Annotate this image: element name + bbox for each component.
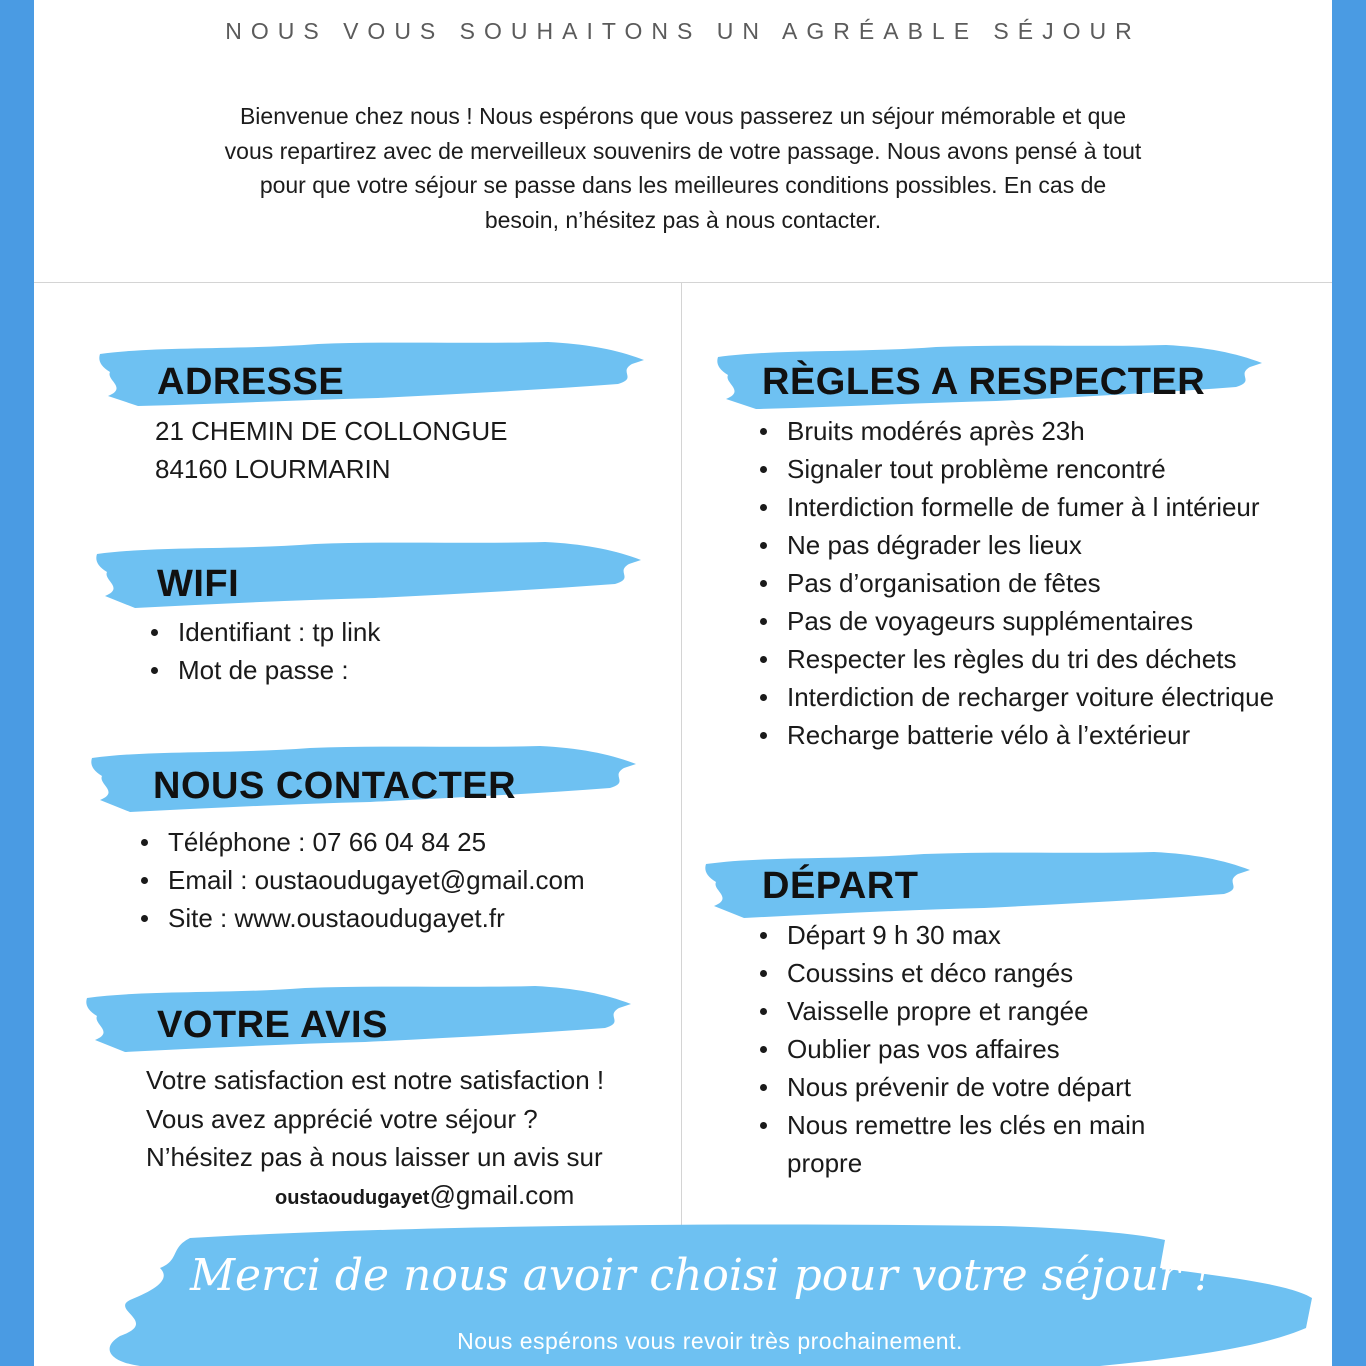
address-line-2: 84160 LOURMARIN bbox=[155, 454, 391, 484]
list-item: Nous prévenir de votre départ bbox=[757, 1068, 1145, 1106]
wifi-list bbox=[148, 613, 380, 689]
right-blue-border bbox=[1332, 0, 1366, 1366]
horizontal-divider bbox=[34, 282, 1332, 283]
address-heading: ADRESSE bbox=[157, 361, 345, 403]
list-item: Respecter les règles du tri des déchets bbox=[757, 640, 1274, 678]
review-line-2: Vous avez apprécié votre séjour ? bbox=[146, 1104, 538, 1134]
departure-list bbox=[757, 916, 1145, 1182]
list-item: Téléphone : 07 66 04 84 25 bbox=[138, 823, 585, 861]
review-line-3: N’hésitez pas à nous laisser un avis sur bbox=[146, 1142, 603, 1172]
list-item: Nous remettre les clés en main bbox=[757, 1106, 1145, 1144]
review-email-user: oustaoudugayet bbox=[275, 1187, 430, 1209]
list-item: Email : oustaoudugayet@gmail.com bbox=[138, 861, 585, 899]
tagline: NOUS VOUS SOUHAITONS UN AGRÉABLE SÉJOUR bbox=[225, 18, 1141, 44]
review-email-domain: @gmail.com bbox=[429, 1180, 575, 1210]
list-item: Recharge batterie vélo à l’extérieur bbox=[757, 716, 1274, 754]
list-item-continuation: propre bbox=[787, 1148, 863, 1178]
address-line-1: 21 CHEMIN DE COLLONGUE bbox=[155, 416, 508, 446]
rules-list bbox=[757, 412, 1274, 754]
thanks-subline: Nous espérons vous revoir très prochainement. bbox=[457, 1328, 963, 1354]
rules-heading: RÈGLES A RESPECTER bbox=[762, 361, 1206, 403]
list-item: Signaler tout problème rencontré bbox=[757, 450, 1274, 488]
list-item: Coussins et déco rangés bbox=[757, 954, 1145, 992]
list-item: Bruits modérés après 23h bbox=[757, 412, 1274, 450]
welcome-line: Bienvenue chez nous ! Nous espérons que vous passerez un séjour mémorable et que bbox=[239, 103, 1127, 129]
list-item: Départ 9 h 30 max bbox=[757, 916, 1145, 954]
welcome-line: besoin, n’hésitez pas à nous contacter. bbox=[484, 206, 882, 233]
list-item: Site : www.oustaoudugayet.fr bbox=[138, 899, 585, 937]
left-blue-border bbox=[0, 0, 34, 1366]
list-item: Identifiant : tp link bbox=[148, 613, 380, 651]
list-item: Mot de passe : bbox=[148, 651, 380, 689]
list-item: Interdiction de recharger voiture électrique bbox=[757, 678, 1274, 716]
list-item: Interdiction formelle de fumer à l intérieur bbox=[757, 488, 1274, 526]
list-item: Oublier pas vos affaires bbox=[757, 1030, 1145, 1068]
contact-heading: NOUS CONTACTER bbox=[153, 765, 517, 807]
welcome-line: pour que votre séjour se passe dans les meilleures conditions possibles. En cas de bbox=[259, 172, 1107, 198]
vertical-divider bbox=[681, 283, 682, 1255]
contact-list bbox=[138, 823, 585, 937]
list-item: Ne pas dégrader les lieux bbox=[757, 526, 1274, 564]
wifi-heading: WIFI bbox=[157, 563, 240, 605]
review-line-1: Votre satisfaction est notre satisfaction ! bbox=[146, 1065, 605, 1095]
list-item: Pas d’organisation de fêtes bbox=[757, 564, 1274, 602]
list-item: Pas de voyageurs supplémentaires bbox=[757, 602, 1274, 640]
departure-heading: DÉPART bbox=[762, 865, 919, 907]
review-email bbox=[275, 1176, 574, 1217]
thanks-message: Merci de nous avoir choisi pour votre séjour ! bbox=[190, 1250, 1212, 1301]
welcome-text bbox=[170, 99, 1196, 237]
review-heading: VOTRE AVIS bbox=[157, 1004, 388, 1046]
list-item: Vaisselle propre et rangée bbox=[757, 992, 1145, 1030]
welcome-line: vous repartirez avec de merveilleux souvenirs de votre passage. Nous avons pensé à tout bbox=[224, 137, 1142, 164]
